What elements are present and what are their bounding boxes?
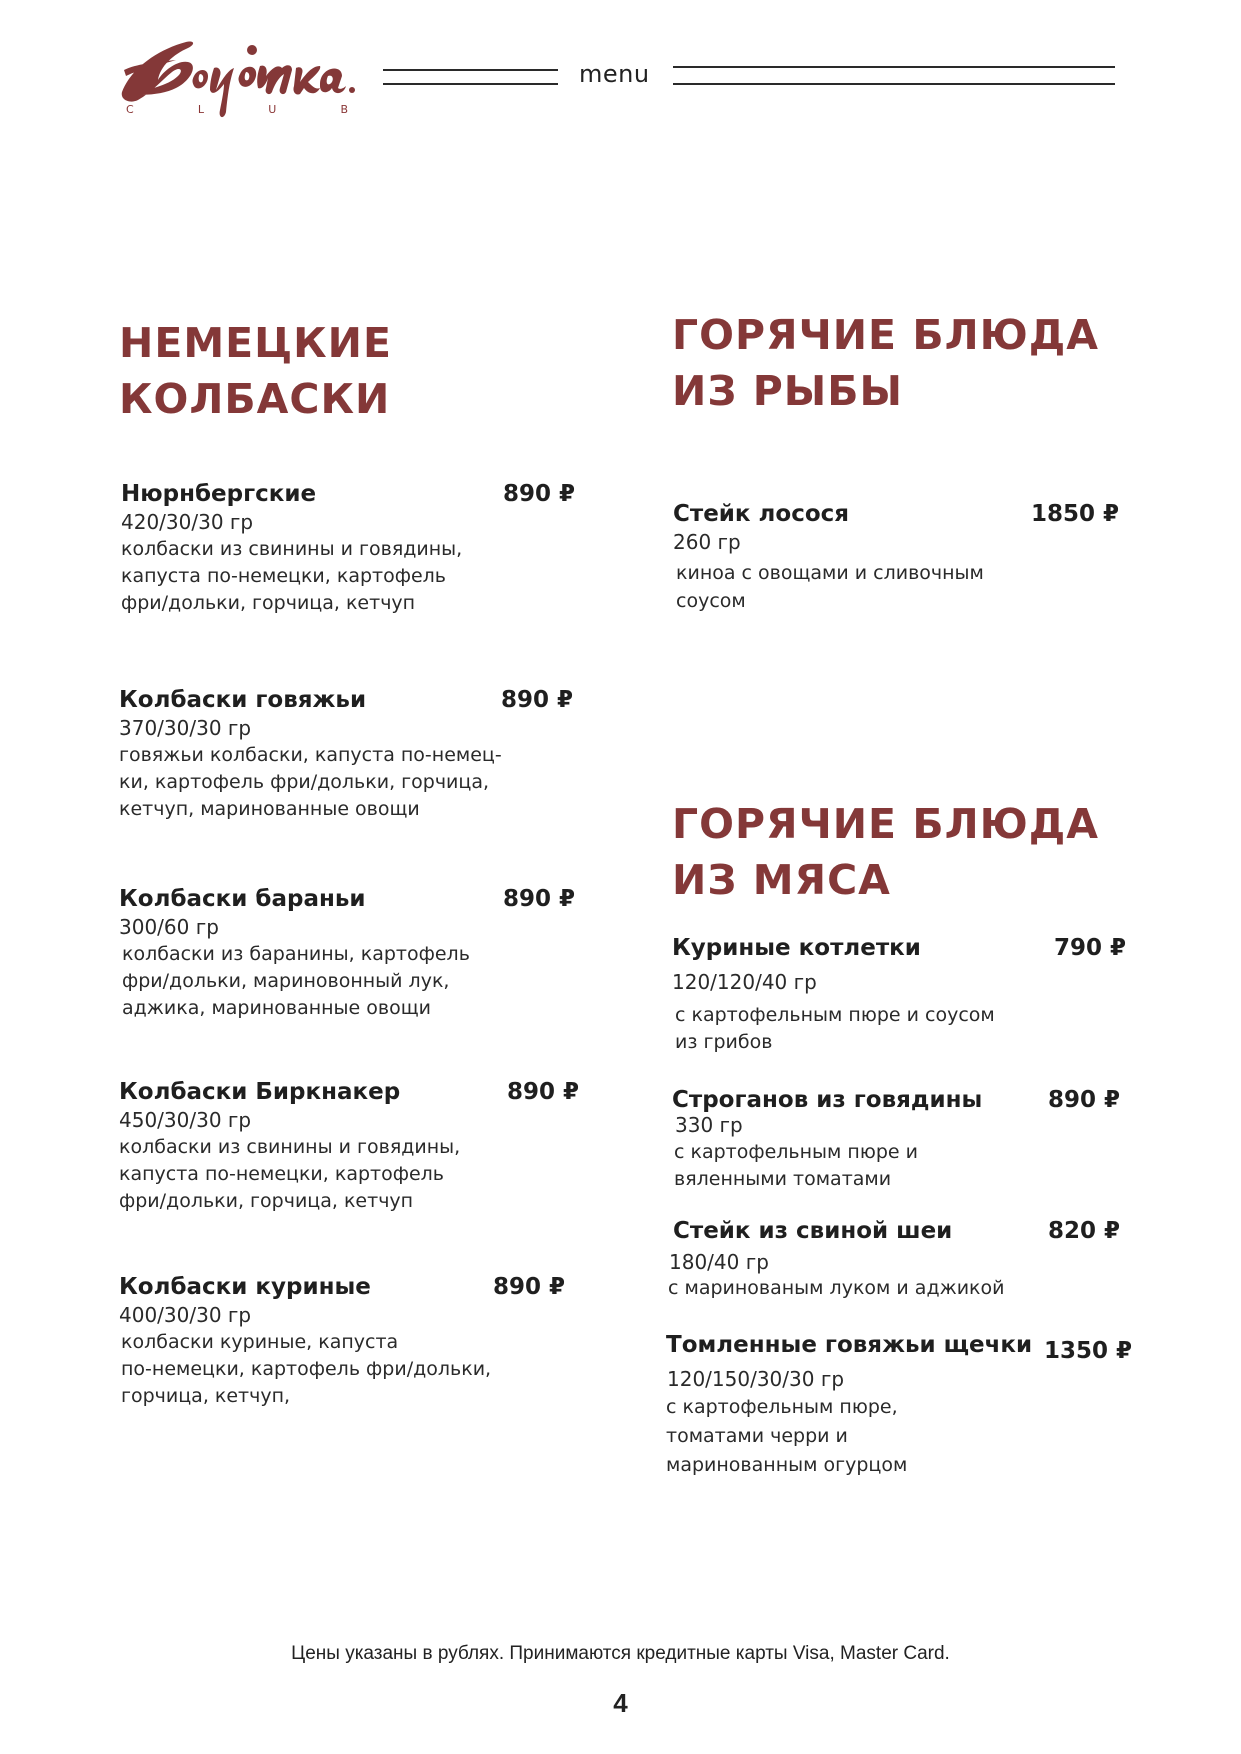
section-title-line: ИЗ МЯСА: [672, 856, 891, 904]
menu-item: [666, 1332, 1132, 1480]
section-title-line: КОЛБАСКИ: [119, 375, 391, 423]
logo-club-letter: C: [126, 103, 134, 116]
item-price: 890 ₽: [506, 1079, 579, 1105]
item-description: колбаски из баранины, картофель фри/дольки, мариновонный лук, аджика, маринованные овощи: [122, 943, 470, 1019]
item-price: 1850 ₽: [1030, 501, 1119, 527]
header-divider-right-bottom: [673, 83, 1115, 85]
item-description: колбаски из свинины и говядины, капуста по-немецки, картофель фри/дольки, горчица, кетчуп: [119, 1136, 461, 1212]
item-weight: 260 гр: [673, 530, 741, 554]
item-price: 890 ₽: [502, 481, 575, 507]
menu-item: [119, 1274, 579, 1410]
item-name: Куриные котлетки: [672, 935, 921, 961]
item-description: говяжьи колбаски, капуста по-немец- ки, картофель фри/дольки, горчица, кетчуп, маринованные овощи: [119, 744, 502, 820]
item-description: с картофельным пюре и вяленными томатами: [674, 1141, 918, 1190]
item-weight: 370/30/30 гр: [119, 716, 252, 740]
section-title: [119, 315, 392, 427]
page-number: 4: [613, 1688, 628, 1718]
item-price: 890 ₽: [500, 687, 573, 713]
logo-club-letter: L: [197, 103, 205, 116]
item-name: Колбаски куриные: [119, 1274, 371, 1300]
item-name: Строганов из говядины: [672, 1087, 983, 1113]
item-weight: 120/120/40 гр: [672, 970, 817, 994]
item-price: 890 ₽: [492, 1274, 565, 1300]
item-weight: 450/30/30 гр: [119, 1108, 252, 1132]
menu-item: [119, 886, 581, 1022]
item-price: 820 ₽: [1047, 1218, 1120, 1244]
section-title-line: НЕМЕЦКИЕ: [119, 319, 392, 367]
item-description: с картофельным пюре, томатами черри и маринованным огурцом: [666, 1396, 908, 1476]
logo-club-letter: U: [268, 103, 277, 116]
menu-item: [119, 1079, 585, 1215]
item-weight: 330 гр: [675, 1113, 743, 1137]
item-description: с маринованым луком и аджикой: [668, 1277, 1005, 1299]
menu-item: [119, 687, 579, 823]
item-weight: 180/40 гр: [669, 1250, 769, 1274]
menu-item: [672, 935, 1126, 1056]
item-weight: 400/30/30 гр: [119, 1303, 252, 1327]
item-weight: 300/60 гр: [119, 915, 219, 939]
section-title-line: ГОРЯЧИЕ БЛЮДА: [672, 311, 1100, 359]
item-price: 890 ₽: [1047, 1087, 1120, 1113]
item-description: киноа с овощами и сливочным соусом: [676, 562, 984, 612]
menu-label: menu: [579, 60, 650, 88]
item-name: Томленные говяжьи щечки: [666, 1332, 1033, 1358]
item-name: Нюрнбергские: [121, 481, 317, 507]
header-divider-left-bottom: [383, 83, 558, 85]
menu-item: [121, 481, 581, 617]
item-price: 1350 ₽: [1043, 1338, 1132, 1364]
section-title: [672, 307, 1099, 419]
section-title: [672, 796, 1099, 908]
item-weight: 420/30/30 гр: [121, 510, 254, 534]
footer-note: Цены указаны в рублях. Принимаются кредитные карты Visa, Master Card.: [291, 1643, 950, 1664]
item-price: 790 ₽: [1053, 935, 1126, 961]
item-price: 890 ₽: [502, 886, 575, 912]
header-divider-right-top: [673, 66, 1115, 68]
menu-item: [673, 501, 1123, 615]
item-name: Колбаски бараньи: [119, 886, 366, 912]
item-name: Колбаски говяжьи: [119, 687, 367, 713]
logo-club-letter: B: [340, 103, 348, 116]
item-weight: 120/150/30/30 гр: [667, 1367, 845, 1391]
logo-club-letters: [126, 103, 348, 116]
menu-item: [672, 1087, 1122, 1193]
section-title-line: ГОРЯЧИЕ БЛЮДА: [672, 800, 1100, 848]
item-name: Стейк из свиной шеи: [673, 1218, 953, 1244]
item-name: Стейк лосося: [673, 501, 850, 527]
section-title-line: ИЗ РЫБЫ: [672, 367, 903, 415]
item-description: колбаски из свинины и говядины, капуста по-немецки, картофель фри/дольки, горчица, кетчуп: [121, 538, 463, 614]
item-description: с картофельным пюре и соусом из грибов: [675, 1004, 995, 1053]
header-divider-left-top: [383, 69, 558, 71]
item-name: Колбаски Биркнакер: [119, 1079, 401, 1105]
item-description: колбаски куриные, капуста по-немецки, картофель фри/дольки, горчица, кетчуп,: [121, 1331, 492, 1407]
menu-item: [668, 1218, 1122, 1302]
